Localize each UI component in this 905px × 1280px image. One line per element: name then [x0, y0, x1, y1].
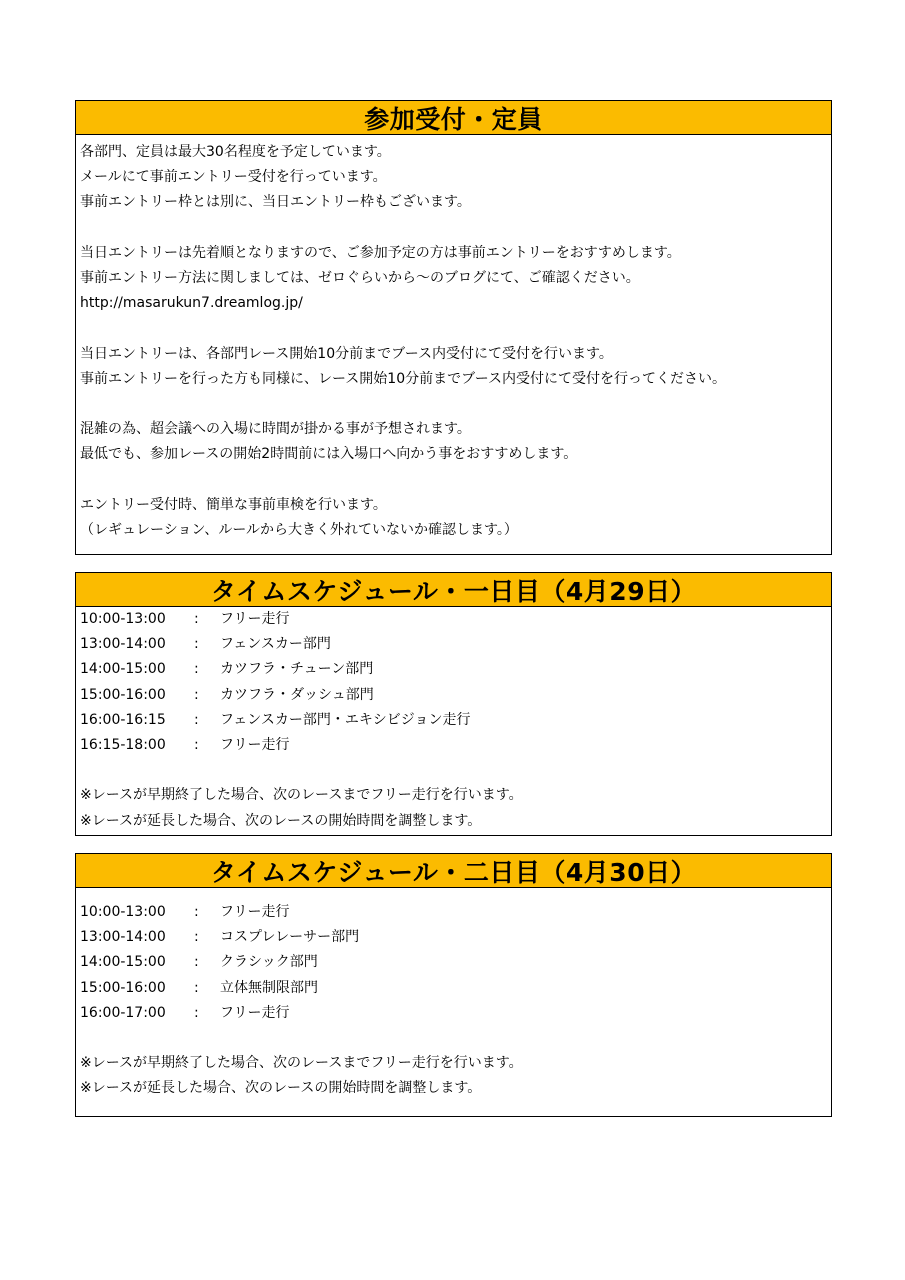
- blank-line: [80, 216, 831, 241]
- schedule-time: 10:00-13:00: [80, 904, 166, 920]
- day1-schedule-title: タイムスケジュール・一日目（4月29日）: [210, 576, 697, 606]
- schedule-row: [80, 950, 831, 975]
- schedule-event: フリー走行: [220, 1004, 290, 1021]
- schedule-row: [80, 1001, 831, 1026]
- schedule-event: フリー走行: [220, 736, 290, 753]
- day2-schedule-header: [76, 854, 831, 888]
- schedule-separator: :: [194, 979, 199, 996]
- schedule-separator: :: [194, 686, 199, 703]
- schedule-event: フェンスカー部門: [220, 636, 331, 653]
- entry-section-header: [76, 101, 831, 135]
- schedule-event: カツフラ・ダッシュ部門: [220, 686, 374, 703]
- schedule-time: 14:00-15:00: [80, 954, 166, 971]
- day2-schedule-body: [76, 888, 831, 1102]
- entry-section-title: 参加受付・定員: [364, 104, 543, 134]
- blank-line: [80, 467, 831, 492]
- schedule-note: ※レースが早期終了した場合、次のレースまでフリー走行を行います。: [80, 1055, 523, 1072]
- day2-schedule-section: [75, 853, 832, 1117]
- schedule-time: 16:00-17:00: [80, 1004, 166, 1021]
- schedule-note: ※レースが延長した場合、次のレースの開始時間を調整します。: [80, 812, 482, 829]
- schedule-row: [80, 607, 831, 632]
- entry-line: 混雑の為、超会議への入場に時間が掛かる事が予想されます。: [80, 421, 471, 438]
- schedule-time: 13:00-14:00: [80, 929, 166, 946]
- entry-line: エントリー受付時、簡単な事前車検を行います。: [80, 496, 387, 513]
- schedule-separator: :: [194, 711, 199, 728]
- schedule-time: 15:00-16:00: [80, 979, 166, 996]
- entry-line: 最低でも、参加レースの開始2時間前には入場口へ向かう事をおすすめします。: [80, 446, 578, 463]
- day1-schedule-body: [76, 607, 831, 834]
- schedule-separator: :: [194, 636, 199, 653]
- day1-schedule-section: [75, 572, 832, 836]
- schedule-event: 立体無制限部門: [220, 979, 318, 996]
- schedule-event: フリー走行: [220, 904, 290, 920]
- schedule-separator: :: [194, 736, 199, 753]
- blank-line: [80, 1026, 831, 1051]
- schedule-row: [80, 976, 831, 1001]
- schedule-row: [80, 733, 831, 758]
- schedule-separator: :: [194, 904, 199, 920]
- entry-section-body: [76, 135, 831, 543]
- entry-line: （レギュレーション、ルールから大きく外れていないか確認します。）: [80, 521, 518, 538]
- entry-line: 事前エントリーを行った方も同様に、レース開始10分前までブース内受付にて受付を行ってください。: [80, 370, 726, 387]
- entry-line: 事前エントリー方法に関しましては、ゼロぐらいから～のブログにて、ご確認ください。: [80, 269, 640, 286]
- blank-line: [80, 316, 831, 341]
- schedule-event: カツフラ・チューン部門: [220, 661, 374, 678]
- schedule-row: [80, 683, 831, 708]
- schedule-separator: :: [194, 1004, 199, 1021]
- schedule-note: ※レースが早期終了した場合、次のレースまでフリー走行を行います。: [80, 787, 523, 804]
- entry-line: 当日エントリーは先着順となりますので、ご参加予定の方は事前エントリーをおすすめします。: [80, 244, 681, 261]
- day1-schedule-header: [76, 573, 831, 607]
- schedule-event: フリー走行: [220, 611, 290, 627]
- entry-line: メールにて事前エントリー受付を行っています。: [80, 169, 387, 186]
- entry-line: 各部門、定員は最大30名程度を予定しています。: [80, 144, 391, 160]
- schedule-row: [80, 708, 831, 733]
- schedule-event: フェンスカー部門・エキシビジョン走行: [220, 711, 471, 728]
- schedule-time: 16:15-18:00: [80, 736, 166, 753]
- entry-line: 当日エントリーは、各部門レース開始10分前までブース内受付にて受付を行います。: [80, 345, 613, 362]
- schedule-row: [80, 657, 831, 682]
- schedule-event: クラシック部門: [220, 954, 318, 971]
- schedule-separator: :: [194, 954, 199, 971]
- schedule-time: 15:00-16:00: [80, 686, 166, 703]
- schedule-row: [80, 925, 831, 950]
- schedule-time: 13:00-14:00: [80, 636, 166, 653]
- schedule-time: 16:00-16:15: [80, 711, 166, 728]
- entry-section: [75, 100, 832, 555]
- blog-url: http://masarukun7.dreamlog.jp/: [80, 295, 303, 312]
- schedule-note: ※レースが延長した場合、次のレースの開始時間を調整します。: [80, 1080, 482, 1097]
- schedule-separator: :: [194, 611, 199, 627]
- schedule-row: [80, 632, 831, 657]
- schedule-separator: :: [194, 661, 199, 678]
- schedule-event: コスプレレーサー部門: [220, 929, 360, 946]
- blank-line: [80, 392, 831, 417]
- blank-line: [80, 758, 831, 783]
- entry-line: 事前エントリー枠とは別に、当日エントリー枠もございます。: [80, 194, 471, 211]
- day2-schedule-title: タイムスケジュール・二日目（4月30日）: [210, 857, 697, 887]
- schedule-row: [80, 900, 831, 925]
- schedule-time: 14:00-15:00: [80, 661, 166, 678]
- schedule-time: 10:00-13:00: [80, 611, 166, 627]
- schedule-separator: :: [194, 929, 199, 946]
